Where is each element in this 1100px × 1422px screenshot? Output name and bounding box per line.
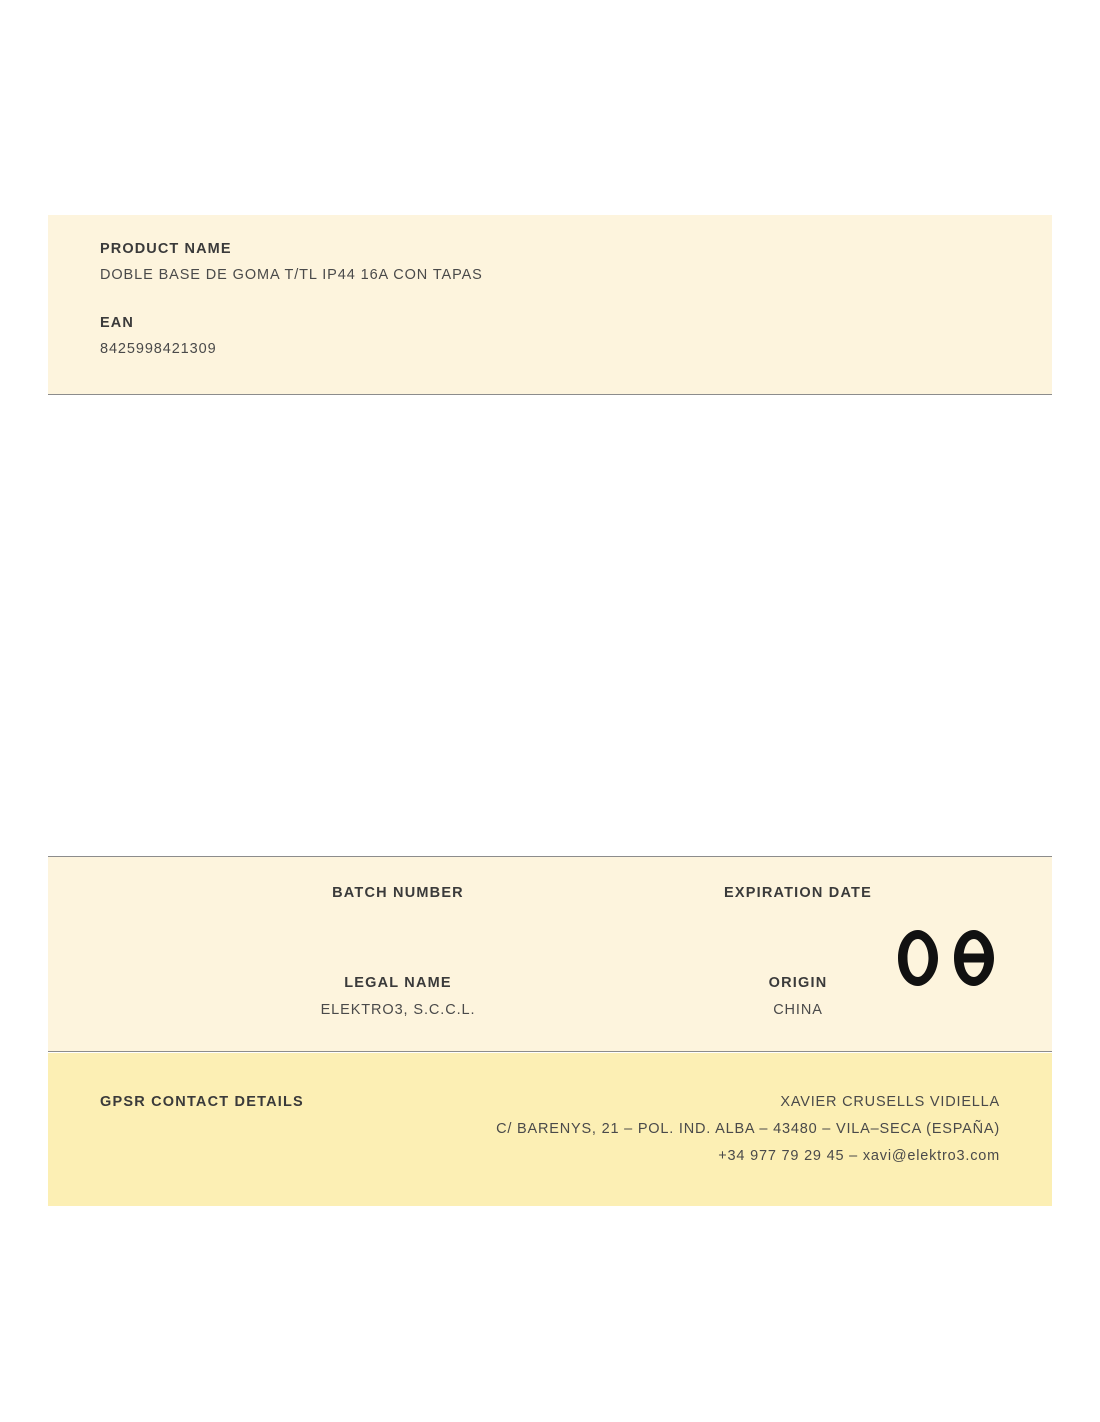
gpsr-contact-phone-email: +34 977 79 29 45 – xavi@elektro3.com bbox=[718, 1148, 1000, 1164]
legal-name-value: ELEKTRO3, S.C.C.L. bbox=[320, 1002, 476, 1018]
field-spacer bbox=[100, 283, 1000, 315]
expiration-date-label: EXPIRATION DATE bbox=[724, 885, 872, 901]
ean-label: EAN bbox=[100, 315, 134, 331]
legal-name-field bbox=[228, 975, 568, 1018]
gpsr-contact-block bbox=[48, 1053, 1052, 1206]
product-info-block bbox=[48, 215, 1052, 395]
origin-label: ORIGIN bbox=[768, 975, 828, 991]
product-name-label: PRODUCT NAME bbox=[100, 241, 232, 257]
legal-name-label: LEGAL NAME bbox=[344, 975, 452, 991]
gpsr-contact-address: C/ BARENYS, 21 – POL. IND. ALBA – 43480 – VILA–SECA (ESPAÑA) bbox=[496, 1121, 1000, 1137]
expiration-date-field bbox=[628, 885, 968, 912]
origin-value: CHINA bbox=[773, 1002, 823, 1018]
traceability-block bbox=[48, 856, 1052, 1052]
batch-number-label: BATCH NUMBER bbox=[332, 885, 464, 901]
ce-mark-icon bbox=[898, 925, 994, 991]
ean-value: 8425998421309 bbox=[100, 341, 217, 357]
gpsr-contact-name: XAVIER CRUSELLS VIDIELLA bbox=[780, 1094, 1000, 1110]
batch-number-field bbox=[228, 885, 568, 912]
product-name-value: DOBLE BASE DE GOMA T/TL IP44 16A CON TAPAS bbox=[100, 267, 483, 283]
gpsr-title: GPSR CONTACT DETAILS bbox=[100, 1094, 304, 1110]
blank-image-area bbox=[48, 395, 1052, 855]
gpsr-contact-lines bbox=[360, 1094, 1000, 1175]
